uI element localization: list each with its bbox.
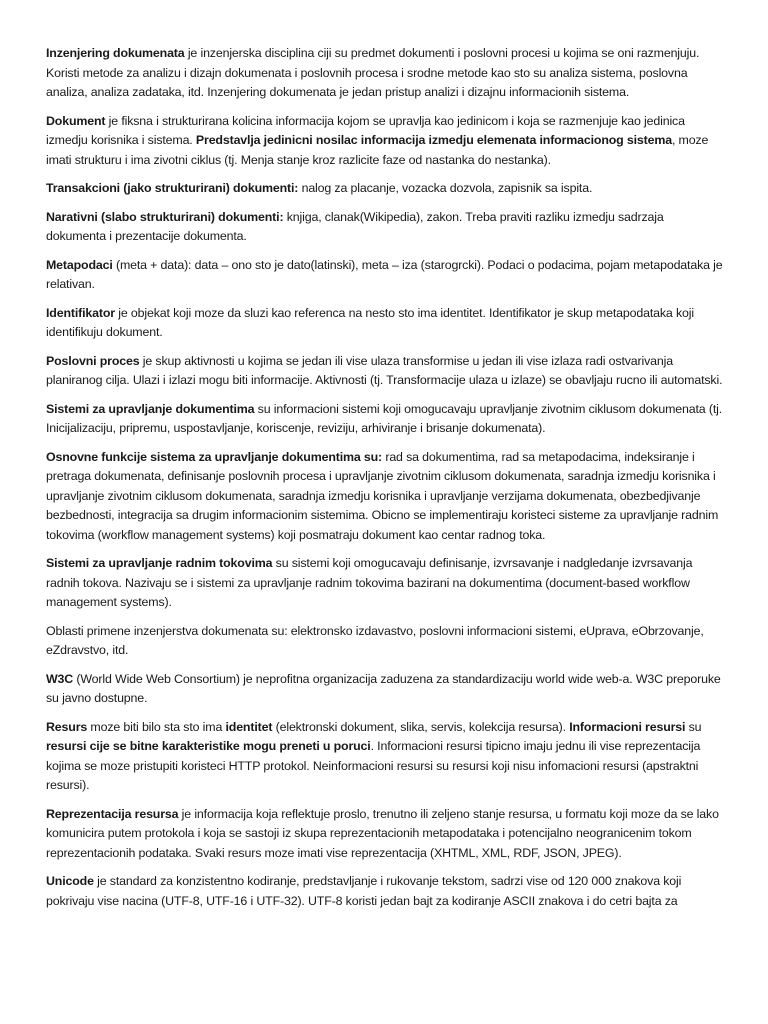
bold-text: Informacioni resursi: [569, 719, 686, 734]
text-run: je standard za konzistentno kodiranje, predstavljanje i rukovanje tekstom, sadrzi vise od 120 000 znakova koji pokrivaju vise nacina (UTF-8, UTF-16 i UTF-32). UTF-8 koristi jedan bajt za kodiranje ASCII znakova i do cetri bajta za: [46, 874, 682, 908]
text-run: je fiksna i strukturirana kolicina informacija kojom se upravlja kao jedinicom i koja se razmenjuje kao jedinica izmedju korisnika i sistema.: [46, 113, 685, 147]
paragraph: [46, 256, 726, 295]
text-run: su: [685, 719, 702, 734]
text-run: je objekat koji moze da sluzi kao referenca na nesto sto ima identitet. Identifikator je skup metapodataka koji identifikuju dokument.: [46, 305, 694, 339]
text-run: knjiga, clanak(Wikipedia), zakon. Treba praviti razliku izmedju sadrzaja dokumenta i prezentacije dokumenta.: [46, 209, 664, 243]
bold-text: Narativni (slabo strukturirani) dokumenti:: [46, 209, 284, 224]
paragraph: [46, 400, 726, 439]
paragraph: [46, 179, 726, 199]
bold-text: Metapodaci: [46, 257, 113, 272]
paragraph: [46, 448, 726, 546]
bold-text: Dokument: [46, 113, 106, 128]
text-run: (World Wide Web Consortium) je neprofitna organizacija zaduzena za standardizaciju world wide web-a. W3C preporuke su javno dostupne.: [46, 671, 721, 705]
bold-text: resursi cije se bitne karakteristike mogu preneti u poruci: [46, 739, 371, 753]
bold-text: Unicode: [46, 874, 94, 888]
text-run: (meta + data): data – ono sto je dato(latinski), meta – iza (starogrcki). Podaci o podacima, pojam metapodataka je relativan.: [46, 257, 723, 291]
bold-text: Predstavlja jedinicni nosilac informacija izmedju elemenata informacionog sistema: [195, 133, 672, 147]
paragraph: [46, 112, 726, 171]
text-run: Oblasti primene inzenjerstva dokumenata su: elektronsko izdavastvo, poslovni informacioni sistemi, eUprava, eObrzovanje, eZdravstvo, itd.: [46, 623, 704, 657]
paragraph: [46, 718, 726, 796]
bold-text: Osnovne funkcije sistema za upravljanje dokumentima su:: [46, 449, 383, 464]
bold-text: Transakcioni (jako strukturirani) dokumenti:: [46, 181, 299, 195]
paragraph: [46, 44, 726, 103]
bold-text: Identifikator: [46, 305, 115, 320]
text-run: rad sa dokumentima, rad sa metapodacima, indeksiranje i pretraga dokumenata, definisanje poslovnih procesa i upravljanje zivotnim ciklusom dokumenata, saradnja izmedju korisnika i upravljanje zivotnim ciklusom dokumenata, saradnja izmedju korisnika i upravljanje verzijama dokumenata, obezbedjivanje bezbednosti, integracija sa drugim informacionim sistemima. Obicno se implementiraju koristeci sisteme za upravljanje radnim tokovima (workflow management systems) koji posmatraju dokument kao centar radnog toka.: [46, 449, 719, 542]
document-page: [46, 44, 726, 911]
text-run: nalog za placanje, vozacka dozvola, zapisnik sa ispita.: [298, 181, 593, 195]
text-run: , moze imati strukturu i ima zivotni ciklus (tj. Menja stanje kroz razlicite faze od nastanka do nestanka).: [46, 133, 709, 167]
text-run: je inzenjerska disciplina ciji su predmet dokumenti i poslovni procesi u kojima se oni razmenjuju. Koristi metode za analizu i dizajn dokumenata i poslovnih procesa i srodne metode kao sto su analiza sistema, poslovna analiza, analiza zadataka, itd. Inzenjering dokumenata je jedan pristup analizi i dizajnu informacionih sistema.: [46, 46, 700, 99]
bold-text: Sistemi za upravljanje radnim tokovima: [46, 556, 273, 570]
paragraph: [46, 872, 726, 911]
bold-text: Sistemi za upravljanje dokumentima: [46, 401, 255, 416]
text-run: . Informacioni resursi tipicno imaju jednu ili vise reprezentacija kojima se moze pristupiti koristeci HTTP protokol. Neinformacioni resursi su resursi koji nisu infomacioni resursi (apstraktni resursi).: [46, 739, 701, 792]
text-run: je skup aktivnosti u kojima se jedan ili vise ulaza transformise u jedan ili vise izlaza radi ostvarivanja planiranog cilja. Ulazi i izlazi mogu biti informacije. Aktivnosti (tj. Transformacije ulaza u izlaze) se obavljaju rucno ili automatski.: [46, 353, 723, 387]
paragraph: [46, 208, 726, 247]
bold-text: identitet: [225, 719, 273, 734]
bold-text: Inzenjering dokumenata: [46, 46, 185, 60]
text-run: su informacioni sistemi koji omogucavaju upravljanje zivotnim ciklusom dokumenata (tj. Inicijalizaciju, pripremu, uspostavljanje, koriscenje, reviziju, arhiviranje i brisanje dokumenata).: [46, 401, 723, 435]
text-run: (elektronski dokument, slika, servis, kolekcija resursa).: [272, 719, 570, 734]
bold-text: Resurs: [46, 719, 88, 734]
bold-text: Reprezentacija resursa: [46, 806, 179, 821]
paragraph: [46, 554, 726, 613]
bold-text: W3C: [46, 671, 74, 686]
paragraph: [46, 622, 726, 661]
paragraph: [46, 670, 726, 709]
paragraph: [46, 805, 726, 864]
text-run: je informacija koja reflektuje proslo, trenutno ili zeljeno stanje resursa, u formatu koji moze da se lako komunicira putem protokola i koja se sastoji iz skupa reprezentacionih metapodataka i potencijalno neogranicenim tokom reprezentacionih podataka. Svaki resurs moze imati vise reprezentacija (XHTML, XML, RDF, JSON, JPEG).: [46, 806, 719, 860]
text-run: moze biti bilo sta sto ima: [87, 719, 226, 734]
text-run: su sistemi koji omogucavaju definisanje, izvrsavanje i nadgledanje izvrsavanja radnih tokova. Nazivaju se i sistemi za upravljanje radnim tokovima bazirani na dokumentima (document-based workflow management systems).: [46, 556, 693, 609]
paragraph: [46, 304, 726, 343]
bold-text: Poslovni proces: [46, 353, 140, 368]
paragraph: [46, 352, 726, 391]
